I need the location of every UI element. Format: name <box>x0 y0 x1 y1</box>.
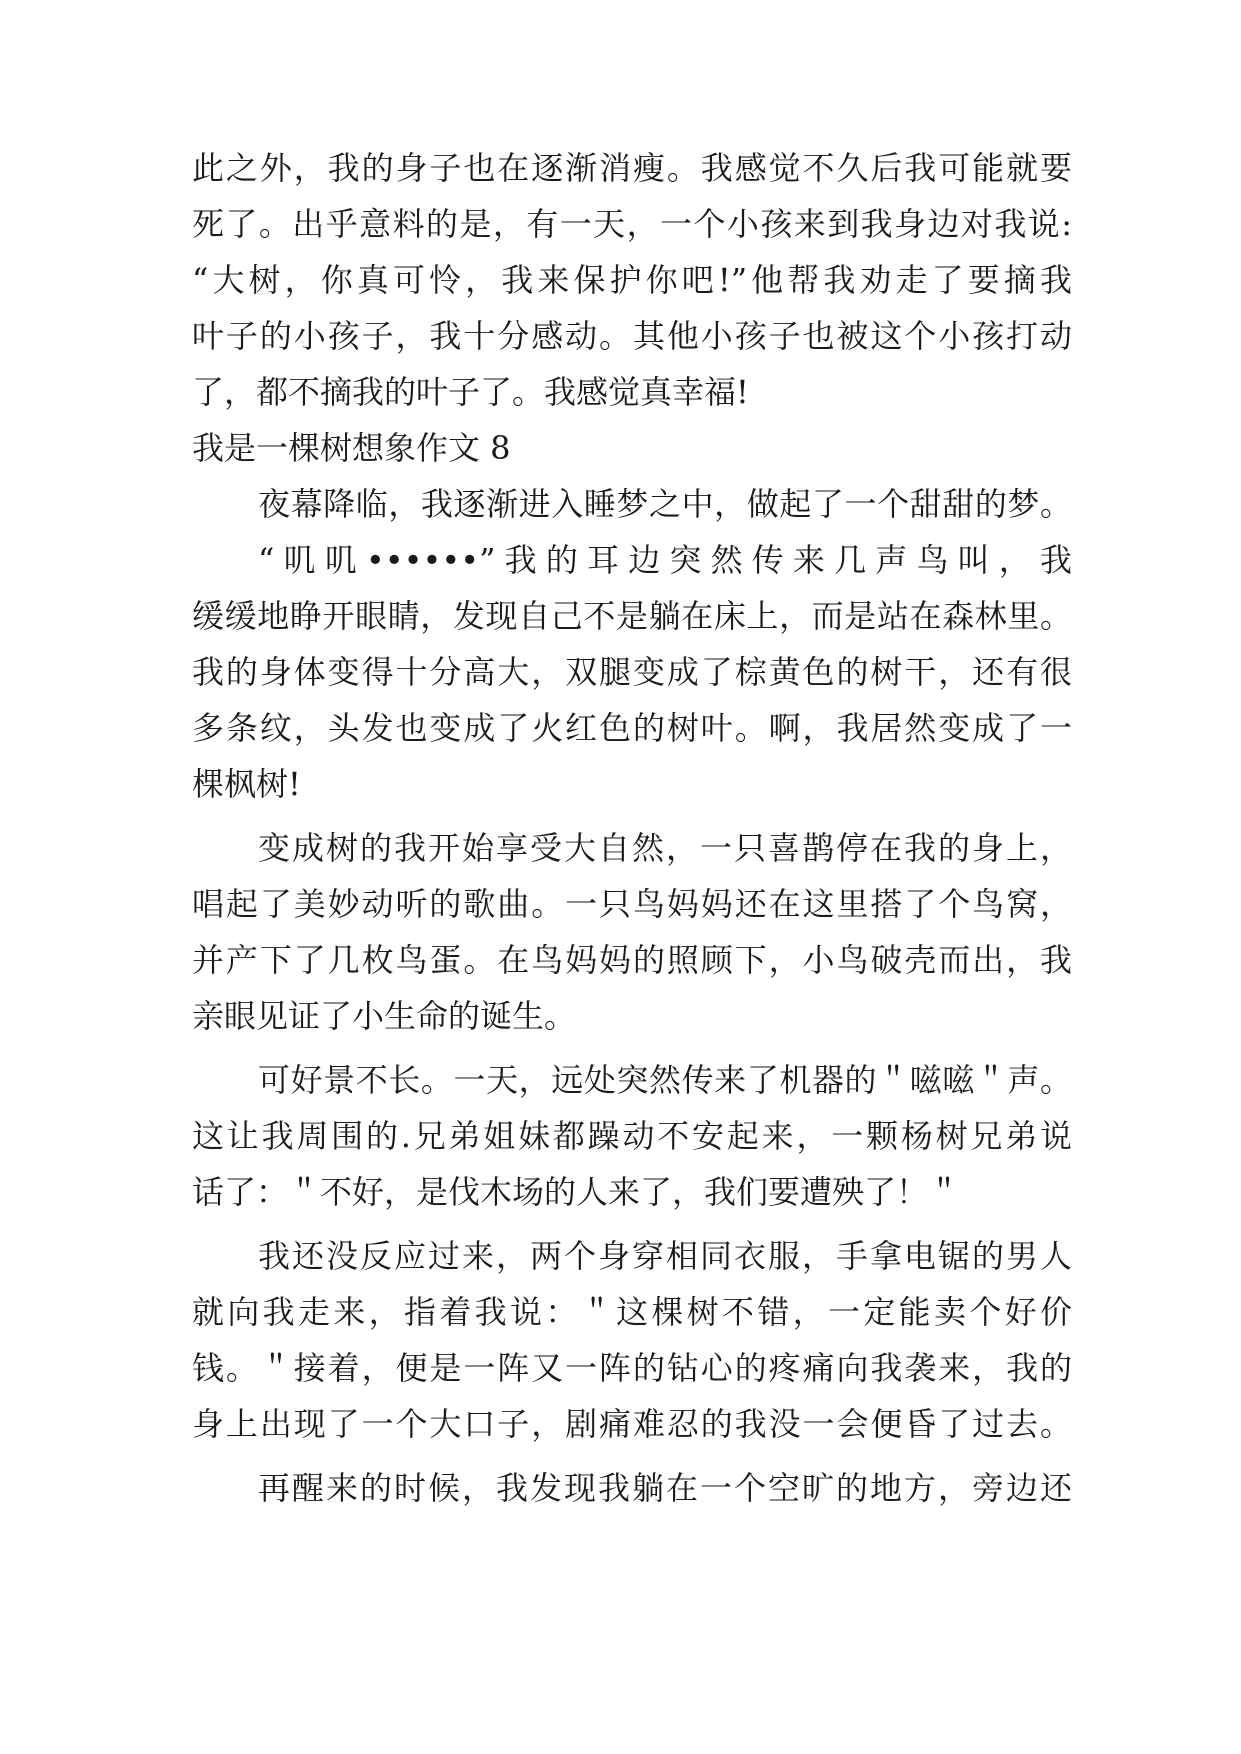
paragraph-line: 此之外，我的身子也在逐渐消瘦。我感觉不久后我可能就要 <box>192 149 1072 187</box>
paragraph-line: 叶子的小孩子，我十分感动。其他小孩子也被这个小孩打动 <box>192 317 1072 355</box>
paragraph-line: 并产下了几枚鸟蛋。在鸟妈妈的照顾下，小鸟破壳而出，我 <box>192 941 1072 979</box>
paragraph-line: 这让我周围的.兄弟姐妹都躁动不安起来，一颗杨树兄弟说 <box>192 1117 1072 1155</box>
paragraph-line: 死了。出乎意料的是，有一天，一个小孩来到我身边对我说: <box>192 205 1072 243</box>
paragraph-line: 多条纹，头发也变成了火红色的树叶。啊，我居然变成了一 <box>192 709 1072 747</box>
paragraph-line: 话了：＂不好，是伐木场的人来了，我们要遭殃了！＂ <box>192 1173 961 1211</box>
paragraph-line: “大树，你真可怜，我来保护你吧!”他帮我劝走了要摘我 <box>192 261 1072 299</box>
paragraph-line: 可好景不长。一天，远处突然传来了机器的＂嗞嗞＂声。 <box>258 1061 1072 1099</box>
paragraph-line: “叽叽••••••”我的耳边突然传来几声鸟叫，我 <box>258 541 1072 579</box>
paragraph-line: 再醒来的时候，我发现我躺在一个空旷的地方，旁边还 <box>258 1469 1072 1507</box>
section-heading: 我是一棵树想象作文 8 <box>192 429 511 467</box>
paragraph-line: 我还没反应过来，两个身穿相同衣服，手拿电锯的男人 <box>258 1237 1072 1275</box>
paragraph-line: 唱起了美妙动听的歌曲。一只鸟妈妈还在这里搭了个鸟窝， <box>192 885 1072 923</box>
paragraph-line: 缓缓地睁开眼睛，发现自己不是躺在床上，而是站在森林里。 <box>192 597 1072 635</box>
paragraph-line: 我的身体变得十分高大，双腿变成了棕黄色的树干，还有很 <box>192 653 1072 691</box>
paragraph-line: 钱。＂接着，便是一阵又一阵的钻心的疼痛向我袭来，我的 <box>192 1349 1072 1387</box>
paragraph-line: 身上出现了一个大口子，剧痛难忍的我没一会便昏了过去。 <box>192 1405 1072 1443</box>
paragraph-line: 亲眼见证了小生命的诞生。 <box>192 997 577 1035</box>
paragraph-line: 变成树的我开始享受大自然，一只喜鹊停在我的身上， <box>258 829 1072 867</box>
paragraph-line: 了，都不摘我的叶子了。我感觉真幸福! <box>192 373 749 411</box>
paragraph-line: 就向我走来，指着我说：＂这棵树不错，一定能卖个好价 <box>192 1293 1072 1331</box>
paragraph-line: 夜幕降临，我逐渐进入睡梦之中，做起了一个甜甜的梦。 <box>258 485 1072 523</box>
paragraph-line: 棵枫树! <box>192 765 301 803</box>
